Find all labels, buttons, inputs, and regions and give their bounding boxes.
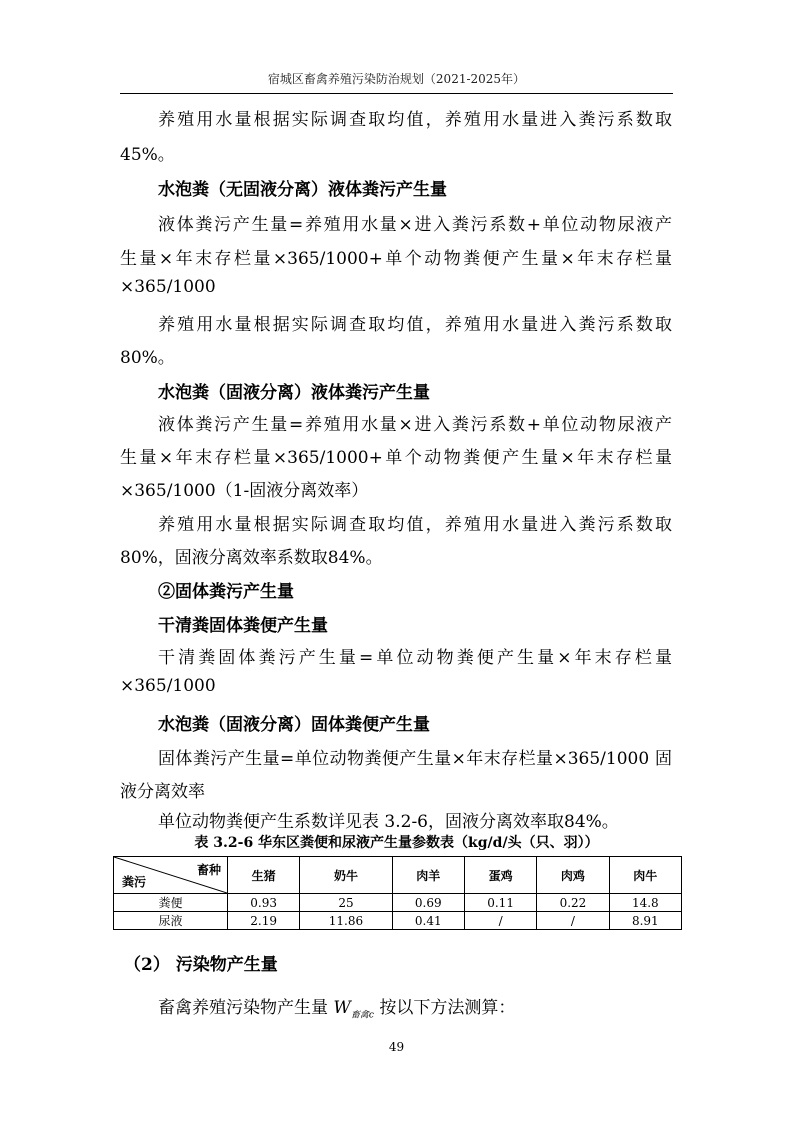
section-heading: 水泡粪（固液分离）液体粪污产生量 bbox=[158, 383, 430, 403]
table-caption: 表 3.2-6 华东区粪便和尿液产生量参数表（kg/d/头（只、羽）） bbox=[194, 835, 599, 851]
table-cell: 14.8 bbox=[609, 894, 681, 912]
table-cell: 0.41 bbox=[392, 912, 464, 930]
section-heading: 水泡粪（固液分离）固体粪便产生量 bbox=[158, 715, 430, 735]
table-cell: 25 bbox=[300, 894, 392, 912]
variable-subscript: 畜禽c bbox=[350, 1010, 374, 1021]
parameter-table bbox=[113, 856, 682, 930]
paragraph-line: 生量×年末存栏量×365/1000+单个动物粪便产生量×年末存栏量 bbox=[120, 448, 672, 468]
paragraph-line: 液分离效率 bbox=[120, 782, 205, 802]
corner-label-bottom: 粪污 bbox=[122, 875, 147, 889]
table-corner-cell bbox=[114, 857, 228, 894]
paragraph-line: 生量×年末存栏量×365/1000+单个动物粪便产生量×年末存栏量 bbox=[120, 249, 672, 269]
table-cell: 0.93 bbox=[228, 894, 300, 912]
row-label: 粪便 bbox=[114, 894, 228, 912]
paragraph-line: 80%，固液分离效率系数取84%。 bbox=[120, 548, 383, 568]
table-row bbox=[114, 894, 682, 912]
paragraph-text: 畜禽养殖污染物产生量 bbox=[158, 998, 328, 1018]
header-rule bbox=[120, 93, 673, 94]
paragraph-line: 45%。 bbox=[120, 145, 175, 165]
section-heading: 干清粪固体粪便产生量 bbox=[158, 616, 328, 636]
column-header: 肉牛 bbox=[609, 857, 681, 894]
table-cell: 2.19 bbox=[228, 912, 300, 930]
table-cell: / bbox=[537, 912, 609, 930]
subsection-heading: ②固体粪污产生量 bbox=[158, 582, 294, 602]
column-header: 肉羊 bbox=[392, 857, 464, 894]
table-row bbox=[114, 912, 682, 930]
paragraph-line: ×365/1000 bbox=[120, 676, 216, 696]
paragraph-text: 按以下方法测算： bbox=[379, 998, 516, 1018]
paragraph-line bbox=[158, 993, 515, 1020]
corner-label-top: 畜种 bbox=[196, 863, 221, 877]
table-cell: 0.22 bbox=[537, 894, 609, 912]
paragraph-line: ×365/1000（1-固液分离效率） bbox=[120, 481, 369, 501]
table-header-row bbox=[114, 857, 682, 894]
paragraph-line: 养殖用水量根据实际调查取均值，养殖用水量进入粪污系数取 bbox=[158, 315, 672, 335]
table-cell: 0.69 bbox=[392, 894, 464, 912]
column-header: 生猪 bbox=[228, 857, 300, 894]
section-heading: （2） 污染物产生量 bbox=[124, 955, 278, 975]
paragraph-line: 液体粪污产生量=养殖用水量×进入粪污系数+单位动物尿液产 bbox=[158, 215, 672, 235]
paragraph-line: ×365/1000 bbox=[120, 277, 216, 297]
table-cell: 11.86 bbox=[300, 912, 392, 930]
section-heading: 水泡粪（无固液分离）液体粪污产生量 bbox=[158, 180, 447, 200]
column-header: 蛋鸡 bbox=[464, 857, 536, 894]
row-label: 尿液 bbox=[114, 912, 228, 930]
paragraph-line: 80%。 bbox=[120, 348, 175, 368]
column-header: 奶牛 bbox=[300, 857, 392, 894]
paragraph-line: 单位动物粪便产生系数详见表 3.2-6，固液分离效率取84%。 bbox=[158, 812, 619, 832]
variable-symbol: W bbox=[333, 998, 351, 1018]
paragraph-line: 固体粪污产生量=单位动物粪便产生量×年末存栏量×365/1000 固 bbox=[158, 749, 672, 769]
running-header: 宿城区畜禽养殖污染防治规划（2021-2025年） bbox=[267, 72, 526, 86]
page-number: 49 bbox=[388, 1040, 405, 1054]
paragraph-line: 液体粪污产生量=养殖用水量×进入粪污系数+单位动物尿液产 bbox=[158, 415, 672, 435]
table-cell: 0.11 bbox=[464, 894, 536, 912]
column-header: 肉鸡 bbox=[537, 857, 609, 894]
paragraph-line: 养殖用水量根据实际调查取均值，养殖用水量进入粪污系数取 bbox=[158, 110, 672, 130]
table-cell: / bbox=[464, 912, 536, 930]
paragraph-line: 干清粪固体粪污产生量=单位动物粪便产生量×年末存栏量 bbox=[158, 648, 672, 668]
table-cell: 8.91 bbox=[609, 912, 681, 930]
paragraph-line: 养殖用水量根据实际调查取均值，养殖用水量进入粪污系数取 bbox=[158, 515, 672, 535]
